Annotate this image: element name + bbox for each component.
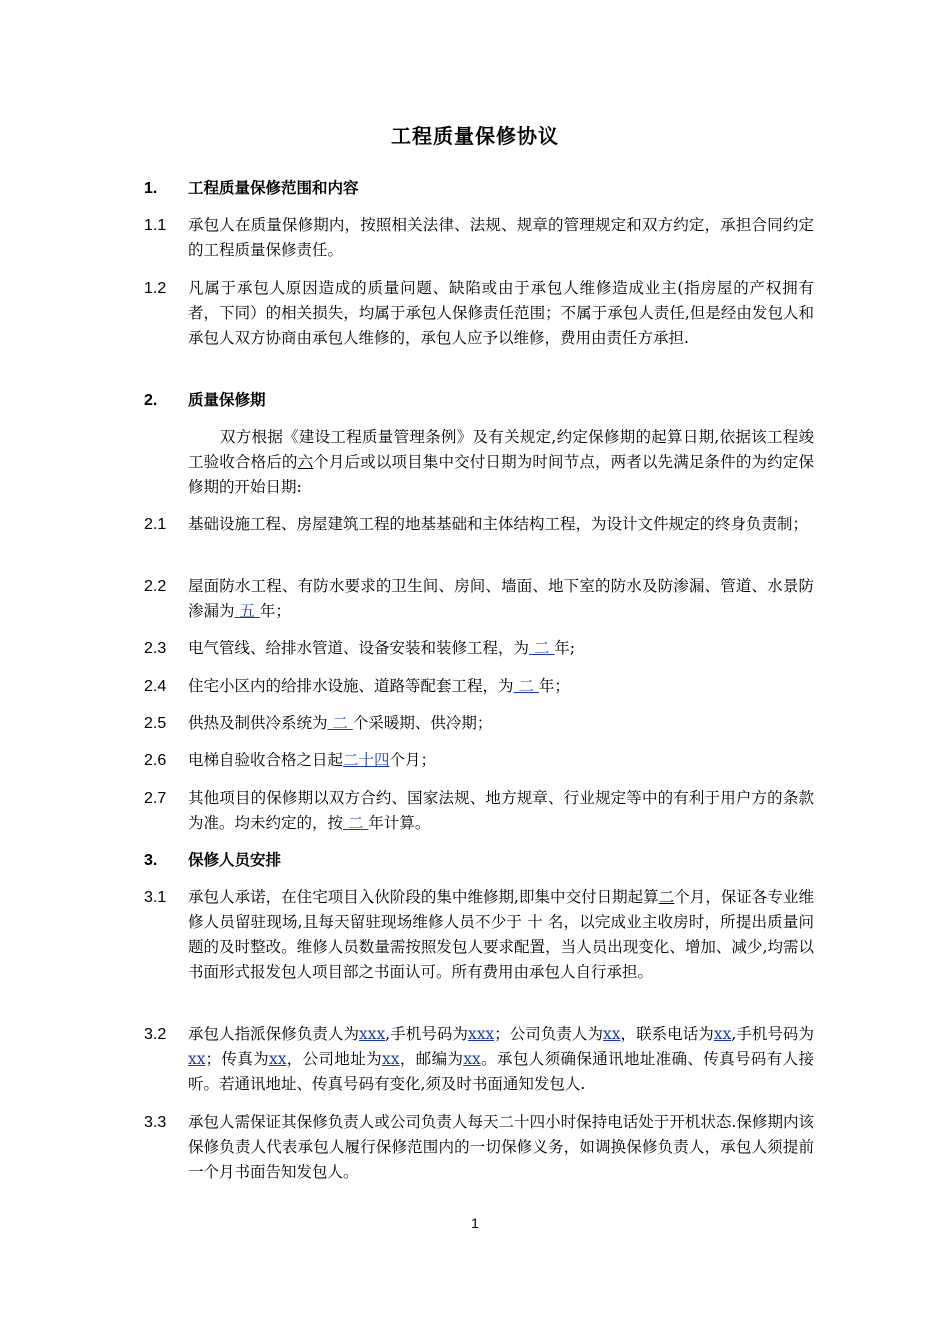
- clause-text-part: ,手机号码为: [385, 1025, 468, 1043]
- fill-address: xx: [382, 1050, 400, 1068]
- section-title: 质量保修期: [188, 391, 266, 409]
- document-title: 工程质量保修协议: [391, 124, 559, 148]
- clause-text-part: 住宅小区内的给排水设施、道路等配套工程，为: [188, 677, 514, 695]
- clause-text-part: 年;: [554, 639, 576, 657]
- clause-3-3: [144, 1110, 814, 1185]
- clause-text-part: 其他项目的保修期以双方合约、国家法规、地方规章、行业规定等中的有利于用户方的条款为准。均未约定的，按: [188, 789, 814, 832]
- fill-mobile: xx: [188, 1050, 206, 1068]
- clause-number: 2.3: [144, 640, 167, 657]
- fill-periods: 二: [327, 714, 353, 732]
- clause-text: [188, 885, 814, 985]
- fill-manager-mobile: xxx: [467, 1025, 495, 1043]
- section-number: 3.: [144, 852, 158, 869]
- clause-text-part: ，公司地址为: [286, 1050, 382, 1068]
- clause-2-4: [144, 674, 814, 699]
- clause-text-part: 个月，保证各专业维修人员留驻现场,且每天留驻现场维修人员不少于 十 名，以完成业主收房时，所提出质量问题的及时整改。维修人员数量需按照发包人要求配置，当人员出现变化、增加、减少,均需以书面形式报发包人项目部之书面认可。所有费用由承包人自行承担。: [188, 888, 814, 981]
- clause-text: [188, 786, 814, 836]
- clause-text: [188, 636, 814, 661]
- clause-number: 1.2: [144, 280, 167, 297]
- clause-text-part: ，联系电话为: [620, 1025, 714, 1043]
- fill-months: 二十四: [343, 751, 390, 769]
- fill-maintenance-manager: xxx: [359, 1025, 386, 1043]
- clause-number: 2.6: [144, 752, 167, 769]
- clause-1-2: [144, 276, 814, 351]
- section-2-intro: [188, 425, 814, 500]
- section-2-heading: [144, 388, 814, 413]
- clause-text-part: 承包人指派保修负责人为: [188, 1025, 360, 1043]
- intro-text: 个月后或以项目集中交付日期为时间节点，两者以先满足条件的为约定保修期的开始日期:: [188, 453, 814, 496]
- fill-company-head: xx: [603, 1025, 621, 1043]
- clause-text-part: 承包人承诺，在住宅项目入伙阶段的集中维修期,即集中交付日期起算: [188, 888, 659, 906]
- clause-text-part: ,手机号码为: [731, 1025, 814, 1043]
- clause-number: 2.2: [144, 578, 167, 595]
- clause-2-5: [144, 711, 814, 736]
- fill-months: 六: [297, 453, 314, 471]
- fill-years: 五: [234, 602, 260, 620]
- fill-years: 二: [513, 677, 539, 695]
- clause-text-part: 个采暖期、供冷期；: [352, 714, 493, 732]
- fill-postcode: xx: [463, 1050, 481, 1068]
- clause-2-1: [144, 512, 814, 537]
- clause-number: 1.1: [144, 217, 167, 234]
- clause-text-part: 电气管线、给排水管道、设备安装和装修工程，为: [188, 639, 530, 657]
- fill-months: 二: [658, 888, 675, 906]
- section-title: 工程质量保修范围和内容: [188, 179, 359, 197]
- clause-number: 3.2: [144, 1026, 167, 1043]
- clause-text-part: ；传真为: [205, 1050, 269, 1068]
- clause-text: 基础设施工程、房屋建筑工程的地基基础和主体结构工程，为设计文件规定的终身负责制；: [188, 515, 809, 533]
- fill-years: 二: [343, 814, 369, 832]
- clause-text: [188, 748, 814, 773]
- clause-2-6: [144, 748, 814, 773]
- clause-text: [188, 574, 814, 624]
- clause-2-3: [144, 636, 814, 661]
- clause-number: 2.4: [144, 678, 167, 695]
- clause-text: [188, 1022, 814, 1097]
- clause-text-part: 电梯自验收合格之日起: [188, 751, 344, 769]
- clause-2-2: [144, 574, 814, 624]
- clause-text: [188, 711, 814, 736]
- clause-1-1: [144, 213, 814, 263]
- clause-text-part: 屋面防水工程、有防水要求的卫生间、房间、墙面、地下室的防水及防渗漏、管道、水景防渗漏为: [188, 577, 814, 620]
- clause-number: 3.1: [144, 889, 167, 906]
- clause-text: [188, 674, 814, 699]
- section-title: 保修人员安排: [188, 851, 282, 869]
- clause-text: 承包人需保证其保修负责人或公司负责人每天二十四小时保持电话处于开机状态.保修期内该保修负责人代表承包人履行保修范围内的一切保修义务，如调换保修负责人，承包人须提前一个月书面告知发包人。: [188, 1113, 814, 1181]
- clause-3-1: [144, 885, 814, 985]
- page-number: 1: [471, 1215, 479, 1231]
- clause-text: 凡属于承包人原因造成的质量问题、缺陷或由于承包人维修造成业主(指房屋的产权拥有者，下同）的相关损失，均属于承包人保修责任范围；不属于承包人责任,但是经由发包人和承包人双方协商由承包人维修的，承包人应予以维修，费用由责任方承担.: [188, 279, 814, 347]
- clause-3-2: [144, 1022, 814, 1097]
- clause-text-part: 。承包人须确保通讯地址准确、传真号码有人接听。若通讯地址、传真号码有变化,须及时书面通知发包人.: [188, 1050, 814, 1093]
- fill-years: 二: [529, 639, 555, 657]
- clause-text-part: ，邮编为: [399, 1050, 464, 1068]
- clause-number: 2.7: [144, 790, 167, 807]
- clause-text-part: 年；: [259, 602, 291, 620]
- clause-text-part: 年计算。: [368, 814, 431, 832]
- clause-text: 承包人在质量保修期内，按照相关法律、法规、规章的管理规定和双方约定，承担合同约定的工程质量保修责任。: [188, 216, 814, 259]
- clause-text-part: 个月；: [389, 751, 437, 769]
- clause-text-part: 供热及制供冷系统为: [188, 714, 328, 732]
- section-3-heading: [144, 848, 814, 873]
- clause-number: 2.1: [144, 516, 167, 533]
- intro-text: 双方根据《建设工程质量管理条例》及有关规定,约定保修期的起算日期,依据该工程竣工验收合格后的: [188, 428, 814, 471]
- section-number: 2.: [144, 392, 158, 409]
- section-1-heading: [144, 176, 814, 201]
- clause-text-part: 年；: [538, 677, 570, 695]
- clause-text-part: ；公司负责人为: [494, 1025, 604, 1043]
- section-number: 1.: [144, 180, 158, 197]
- clause-number: 2.5: [144, 715, 167, 732]
- clause-number: 3.3: [144, 1114, 167, 1131]
- clause-2-7: [144, 786, 814, 836]
- fill-contact-phone: xx: [713, 1025, 732, 1043]
- fill-fax: xx: [268, 1050, 287, 1068]
